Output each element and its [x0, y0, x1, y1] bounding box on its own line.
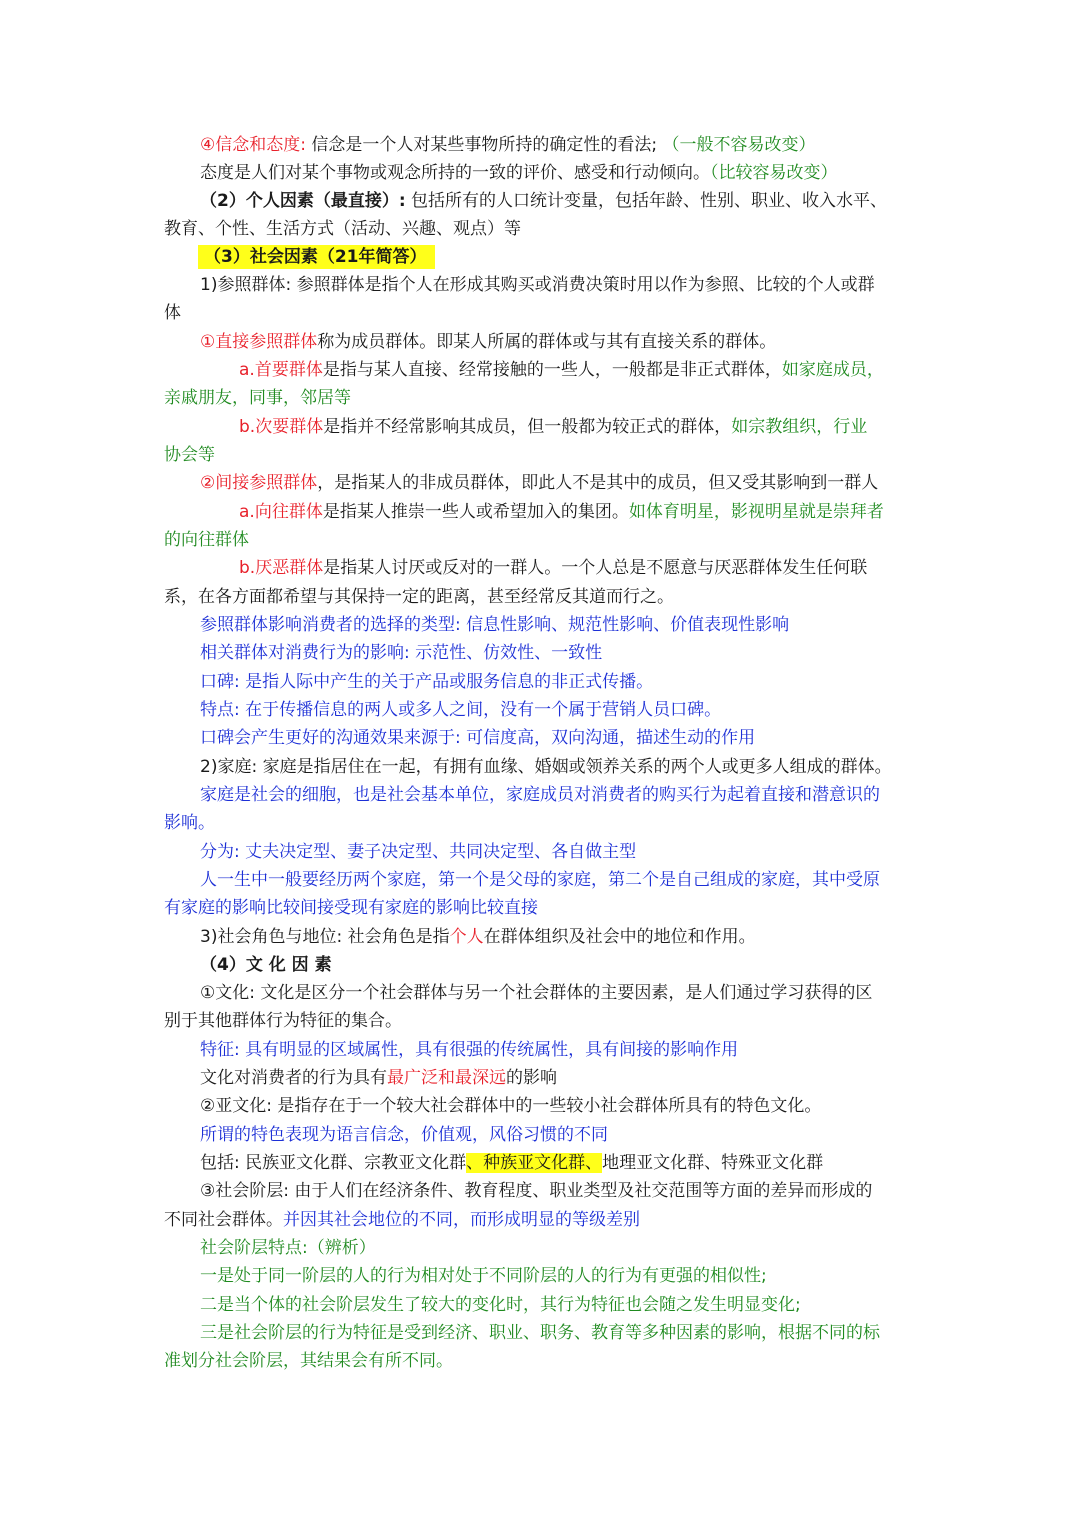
family-types — [200, 838, 920, 866]
ref-line-2 — [164, 299, 920, 327]
aspire-example-1: 如体育明星，影视明星就是崇拜者 — [628, 502, 884, 522]
subculture-blue-text: 所谓的特色表现为语言信念，价值观，风俗习惯的不同 — [200, 1125, 608, 1145]
indirect-line — [200, 469, 920, 497]
role-line — [200, 923, 920, 951]
ref-line-1 — [200, 271, 920, 299]
secondary-line — [239, 413, 920, 441]
class-feature-3a-text: 三是社会阶层的行为特征是受到经济、职业、职务、教育等多种因素的影响，根据不同的标 — [200, 1323, 880, 1343]
secondary-example-line — [164, 441, 920, 469]
culture-def-1 — [200, 979, 920, 1007]
family-life-1 — [200, 866, 920, 894]
family-life-2-text: 有家庭的影响比较间接受现有家庭的影响比较直接 — [164, 898, 538, 918]
class-feature-1-text: 一是处于同一阶层的人的行为相对处于不同阶层的人的行为有更强的相似性; — [200, 1266, 767, 1286]
attitude-line — [200, 159, 920, 187]
subculture-incl-pre: 包括: 民族亚文化群、宗教亚文化群 — [200, 1153, 467, 1173]
personal-head: （2）个人因素（最直接）: — [200, 191, 406, 211]
dissoc-line-2 — [164, 583, 920, 611]
secondary-example-1: 如宗教组织，行业 — [731, 417, 868, 437]
aspire-line — [239, 498, 920, 526]
role-red: 个人 — [449, 927, 484, 947]
dissoc-text-2: 系，在各方面都希望与其保持一定的距离，甚至经常反其道而行之。 — [164, 587, 674, 607]
aspire-example-2: 的向往群体 — [164, 530, 249, 550]
wom-effect — [200, 724, 920, 752]
class-def-1-text: ③社会阶层: 由于人们在经济条件、教育程度、职业类型及社交范围等方面的差异而形成的 — [200, 1181, 873, 1201]
family-blue-1 — [200, 781, 920, 809]
subculture-blue — [200, 1121, 920, 1149]
class-head — [200, 1234, 920, 1262]
personal-body-1: 包括所有的人口统计变量，包括年龄、性别、职业、收入水平、 — [411, 191, 888, 211]
culture-impact-red: 最广泛和最深远 — [387, 1068, 506, 1088]
family-life-2 — [164, 894, 920, 922]
class-feature-3b — [164, 1347, 920, 1375]
class-def-2-text: 不同社会群体。 — [164, 1210, 283, 1230]
related-group-effect-text: 相关群体对消费行为的影响: 示范性、仿效性、一致性 — [200, 643, 603, 663]
direct-line — [200, 328, 920, 356]
subculture-def-text: ②亚文化: 是指存在于一个较大社会群体中的一些较小社会群体所具有的特色文化。 — [200, 1096, 822, 1116]
family-def — [200, 753, 920, 781]
aspire-example-line — [164, 526, 920, 554]
secondary-text: 是指并不经常影响其成员，但一般都为较正式的群体， — [323, 417, 732, 437]
class-feature-3b-text: 准划分社会阶层，其结果会有所不同。 — [164, 1351, 453, 1371]
class-feature-3a — [200, 1319, 920, 1347]
primary-example-2: 亲戚朋友，同事，邻居等 — [164, 388, 351, 408]
culture-def-2-text: 别于其他群体行为特征的集合。 — [164, 1011, 402, 1031]
belief-label: ④信念和态度: — [200, 135, 306, 155]
culture-traits-text: 特征: 具有明显的区域属性，具有很强的传统属性，具有间接的影响作用 — [200, 1040, 739, 1060]
subculture-incl-post: 地理亚文化群、特殊亚文化群 — [602, 1153, 824, 1173]
ref-text-2: 体 — [164, 303, 181, 323]
attitude-note: （比较容易改变） — [710, 163, 838, 183]
class-head-text: 社会阶层特点:（辨析） — [200, 1238, 376, 1258]
personal-line-1 — [200, 187, 920, 215]
family-blue-1-text: 家庭是社会的细胞，也是社会基本单位，家庭成员对消费者的购买行为起着直接和潜意识的 — [200, 785, 880, 805]
belief-line — [200, 131, 920, 159]
personal-body-2: 教育、个性、生活方式（活动、兴趣、观点）等 — [164, 219, 521, 239]
culture-impact — [200, 1064, 920, 1092]
personal-line-2 — [164, 215, 920, 243]
indirect-label: ②间接参照群体 — [200, 473, 318, 493]
secondary-example-2: 协会等 — [164, 445, 215, 465]
primary-label: a.首要群体 — [239, 360, 323, 380]
belief-def: 信念是一个人对某些事物所持的确定性的看法; — [311, 135, 658, 155]
direct-text: 称为成员群体。即某人所属的群体或与其有直接关系的群体。 — [317, 332, 777, 352]
primary-line — [239, 356, 920, 384]
culture-head: （4）文 化 因 素 — [200, 955, 332, 975]
role-pre: 3)社会角色与地位: 社会角色是指 — [200, 927, 450, 947]
ref-text-1: 1)参照群体: 参照群体是指个人在形成其购买或消费决策时用以作为参照、比较的个人或群 — [200, 275, 875, 295]
family-types-text: 分为: 丈夫决定型、妻子决定型、共同决定型、各自做主型 — [200, 842, 637, 862]
subculture-incl-highlight: 、种族亚文化群、 — [466, 1153, 603, 1173]
culture-traits — [200, 1036, 920, 1064]
family-blue-2-text: 影响。 — [164, 813, 215, 833]
dissoc-label: b.厌恶群体 — [239, 558, 324, 578]
class-feature-1 — [200, 1262, 920, 1290]
word-of-mouth-text: 口碑: 是指人际中产生的关于产品或服务信息的非正式传播。 — [200, 672, 654, 692]
belief-note: （一般不容易改变） — [662, 135, 816, 155]
influence-types-text: 参照群体影响消费者的选择的类型: 信息性影响、规范性影响、价值表现性影响 — [200, 615, 790, 635]
culture-def-1-text: ①文化: 文化是区分一个社会群体与另一个社会群体的主要因素，是人们通过学习获得的区 — [200, 983, 873, 1003]
class-feature-2-text: 二是当个体的社会阶层发生了较大的变化时，其行为特征也会随之发生明显变化; — [200, 1295, 801, 1315]
aspire-text: 是指某人推崇一些人或希望加入的集团。 — [322, 502, 629, 522]
wom-feature — [200, 696, 920, 724]
related-group-effect — [200, 639, 920, 667]
subculture-def — [200, 1092, 920, 1120]
primary-example-1: 如家庭成员， — [781, 360, 884, 380]
culture-head-line — [200, 951, 920, 979]
word-of-mouth — [200, 668, 920, 696]
family-life-1-text: 人一生中一般要经历两个家庭，第一个是父母的家庭，第二个是自己组成的家庭，其中受原 — [200, 870, 880, 890]
culture-def-2 — [164, 1007, 920, 1035]
influence-types — [200, 611, 920, 639]
class-feature-2 — [200, 1291, 920, 1319]
primary-text: 是指与某人直接、经常接触的一些人，一般都是非正式群体， — [322, 360, 782, 380]
secondary-label: b.次要群体 — [239, 417, 324, 437]
culture-impact-post: 的影响 — [506, 1068, 557, 1088]
social-head: （3）社会因素（21年简答） — [198, 245, 435, 269]
indirect-text: ，是指某人的非成员群体，即此人不是其中的成员，但又受其影响到一群人 — [317, 473, 879, 493]
culture-impact-pre: 文化对消费者的行为具有 — [200, 1068, 387, 1088]
direct-label: ①直接参照群体 — [200, 332, 318, 352]
aspire-label: a.向往群体 — [239, 502, 323, 522]
role-post: 在群体组织及社会中的地位和作用。 — [483, 927, 756, 947]
attitude-def: 态度是人们对某个事物或观念所持的一致的评价、感受和行动倾向。 — [200, 163, 710, 183]
dissoc-line — [239, 554, 920, 582]
subculture-includes — [200, 1149, 920, 1177]
primary-example-line — [164, 384, 920, 412]
class-def-1 — [200, 1177, 920, 1205]
social-head-line — [198, 243, 920, 271]
wom-effect-text: 口碑会产生更好的沟通效果来源于: 可信度高，双向沟通，描述生动的作用 — [200, 728, 756, 748]
wom-feature-text: 特点: 在于传播信息的两人或多人之间，没有一个属于营销人员口碑。 — [200, 700, 722, 720]
class-def-blue: 并因其社会地位的不同，而形成明显的等级差别 — [283, 1210, 640, 1230]
family-blue-2 — [164, 809, 920, 837]
family-def-text: 2)家庭: 家庭是指居住在一起，有拥有血缘、婚姻或领养关系的两个人或更多人组成的群体。 — [200, 757, 892, 777]
dissoc-text-1: 是指某人讨厌或反对的一群人。一个人总是不愿意与厌恶群体发生任何联 — [323, 558, 868, 578]
class-def-2 — [164, 1206, 920, 1234]
